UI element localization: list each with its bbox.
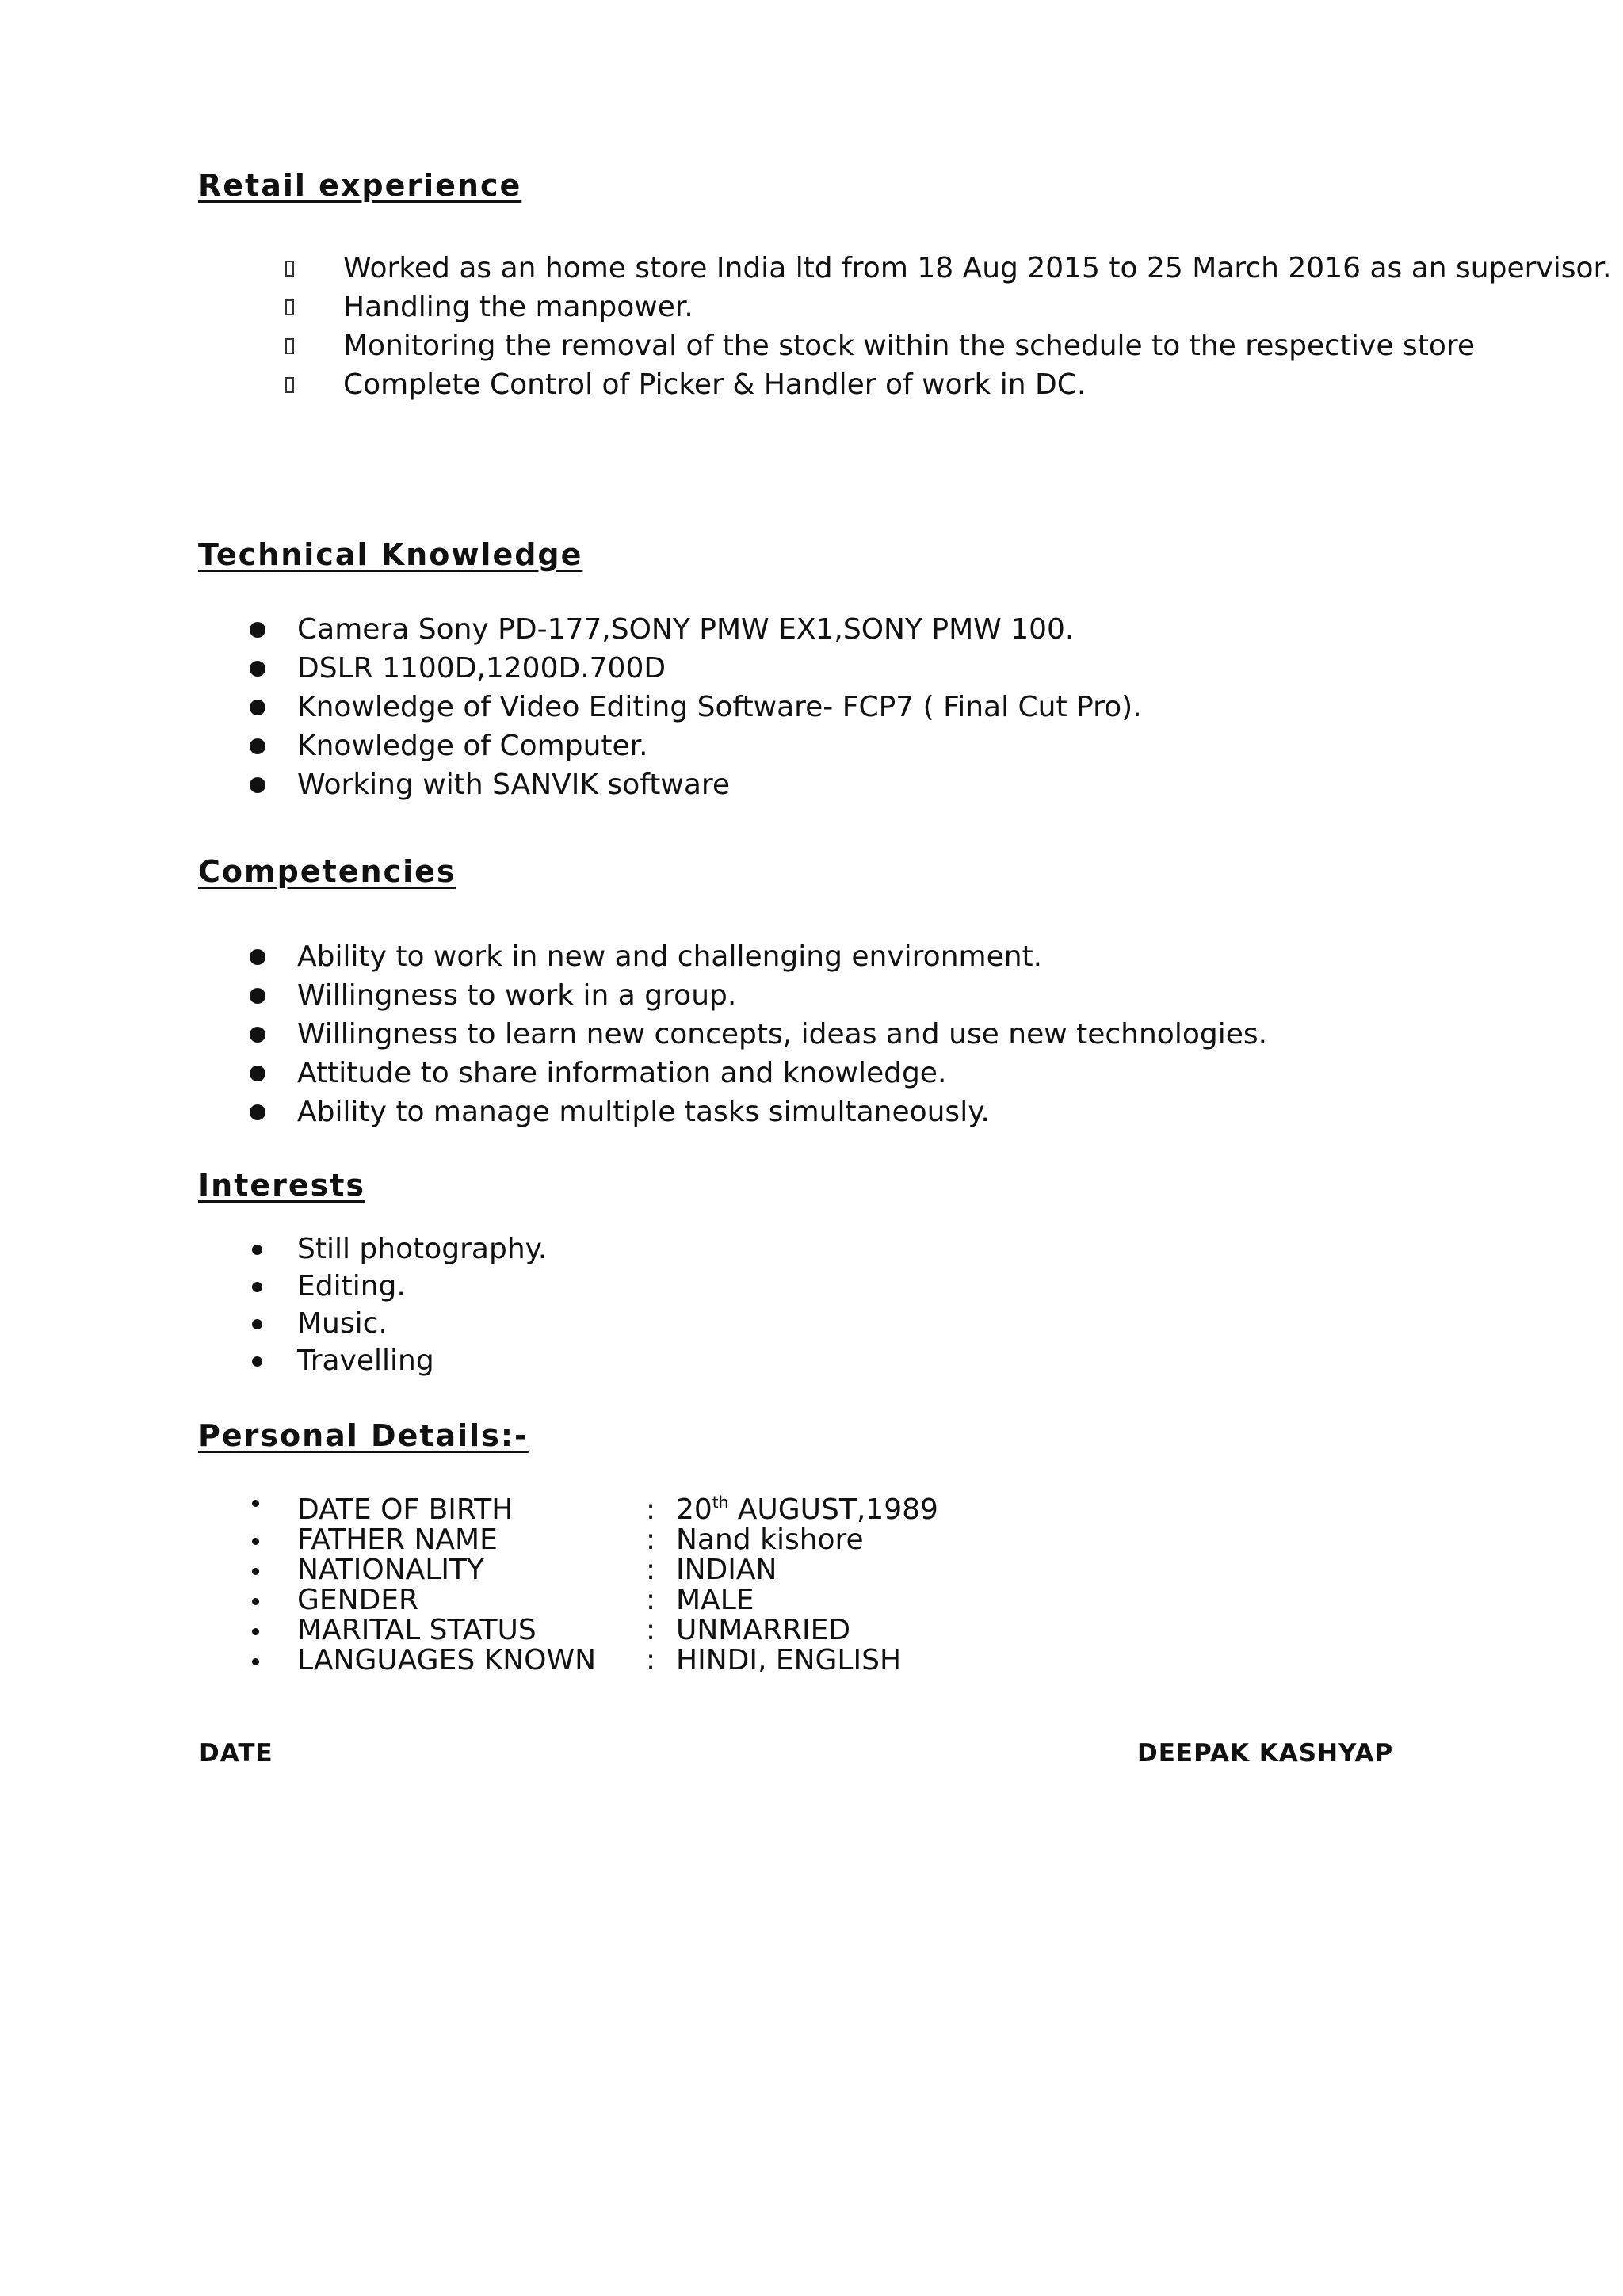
list-item: DSLR 1100D,1200D.700D [248,649,1142,688]
detail-separator: : [646,1614,656,1646]
detail-label: NATIONALITY [297,1554,484,1586]
signature-name: DEEPAK KASHYAP [1137,1739,1394,1768]
detail-value: 20th AUGUST,1989 [676,1493,938,1526]
detail-separator: : [646,1493,656,1526]
bullet-icon [285,299,294,315]
bullet-icon [252,1356,262,1367]
bullet-icon [250,1027,265,1043]
detail-separator: : [646,1644,656,1676]
bullet-icon [252,1282,262,1292]
personal-detail-row [248,1487,938,1525]
list-item: Editing. [248,1268,547,1305]
list-item: Knowledge of Computer. [248,727,1142,765]
technical-knowledge-heading: Technical Knowledge [198,537,583,572]
list-item: Knowledge of Video Editing Software- FCP7 ( Final Cut Pro). [248,688,1142,727]
list-item: Complete Control of Picker & Handler of work in DC. [285,368,1411,402]
detail-value: Nand kishore [676,1524,864,1556]
technical-knowledge-list [248,610,1142,804]
bullet-icon [250,949,265,965]
detail-label: FATHER NAME [297,1524,498,1556]
detail-separator: : [646,1554,656,1586]
list-item: Ability to work in new and challenging environment. [248,937,1267,976]
retail-experience-list [285,252,1612,407]
bullet-icon [252,1500,259,1507]
bullet-icon [250,700,265,715]
interests-heading: Interests [198,1168,366,1203]
bullet-icon [285,377,294,393]
date-label: DATE [199,1739,273,1768]
bullet-icon [250,1104,265,1120]
bullet-icon [285,338,294,354]
personal-detail-row [248,1555,938,1585]
bullet-icon [285,261,294,277]
detail-separator: : [646,1584,656,1616]
list-item: Handling the manpower. [285,291,1411,324]
bullet-icon [252,1598,259,1605]
personal-details-list [248,1487,938,1676]
bullet-icon [252,1319,262,1329]
detail-value: UNMARRIED [676,1614,851,1646]
detail-value: INDIAN [676,1554,777,1586]
detail-value: MALE [676,1584,754,1616]
detail-label: DATE OF BIRTH [297,1493,514,1526]
competencies-heading: Competencies [198,854,456,889]
competencies-list [248,937,1267,1131]
bullet-icon [250,1066,265,1081]
list-item: Monitoring the removal of the stock within the schedule to the respective store [285,330,1411,363]
list-item: Music. [248,1305,547,1342]
list-item: Camera Sony PD-177,SONY PMW EX1,SONY PMW 100. [248,610,1142,649]
bullet-icon [252,1628,259,1635]
detail-label: LANGUAGES KNOWN [297,1644,597,1676]
bullet-icon [250,738,265,754]
detail-label: MARITAL STATUS [297,1614,537,1646]
bullet-icon [252,1245,262,1255]
detail-separator: : [646,1524,656,1556]
list-item: Willingness to work in a group. [248,976,1267,1015]
personal-detail-row [248,1585,938,1615]
list-item: Still photography. [248,1230,547,1268]
personal-detail-row [248,1525,938,1555]
list-item: Worked as an home store India ltd from 18 Aug 2015 to 25 March 2016 as an supervisor. [285,252,1411,285]
bullet-icon [252,1658,259,1665]
list-item: Working with SANVIK software [248,765,1142,804]
bullet-icon [250,777,265,793]
bullet-icon [250,661,265,677]
personal-detail-row [248,1615,938,1646]
personal-detail-row [248,1646,938,1676]
list-item: Attitude to share information and knowledge. [248,1054,1267,1093]
list-item: Travelling [248,1342,547,1379]
personal-details-heading: Personal Details:- [198,1418,529,1453]
detail-label: GENDER [297,1584,419,1616]
bullet-icon [250,622,265,638]
detail-value: HINDI, ENGLISH [676,1644,902,1676]
bullet-icon [252,1538,259,1545]
list-item: Willingness to learn new concepts, ideas and use new technologies. [248,1015,1267,1054]
bullet-icon [250,988,265,1004]
retail-experience-heading: Retail experience [198,168,522,203]
interests-list [248,1230,547,1379]
list-item: Ability to manage multiple tasks simultaneously. [248,1093,1267,1131]
bullet-icon [252,1568,259,1575]
